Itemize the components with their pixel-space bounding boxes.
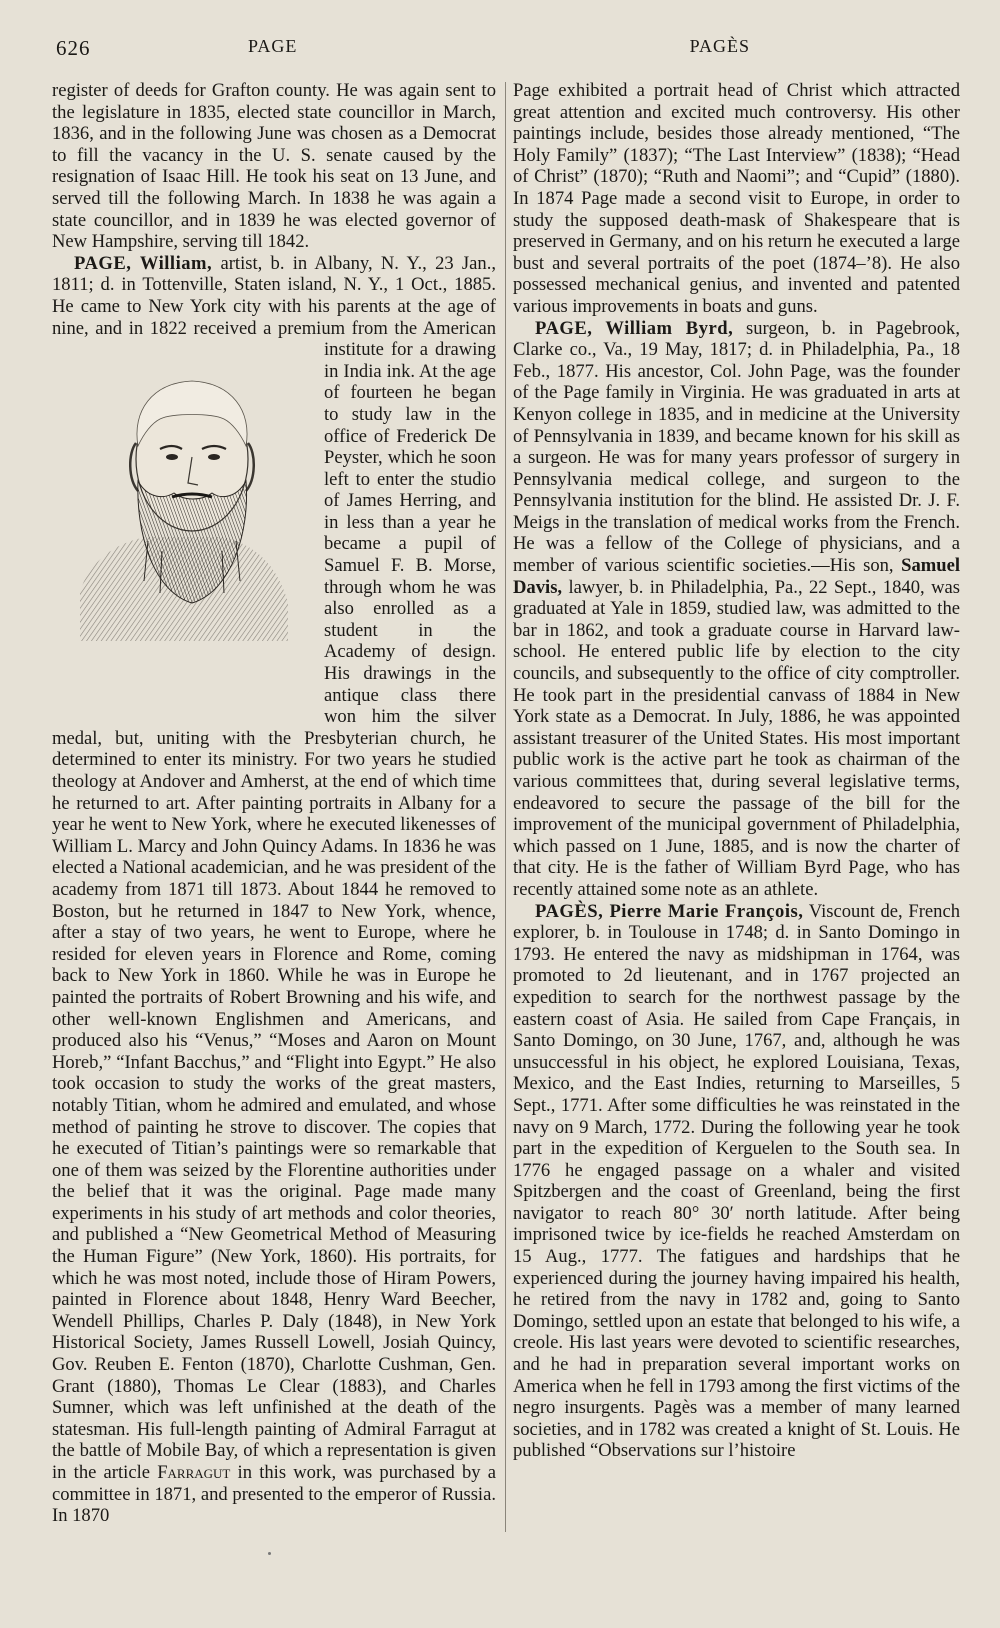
portrait-illustration [52,341,314,713]
left-column [52,80,496,1540]
sub-entry-headword: Samuel Davis, [513,555,960,598]
cross-reference: Farragut [157,1462,231,1483]
entry-headword: PAGÈS, Pierre Marie François, [535,900,804,922]
left-running-headword: PAGE [248,36,298,56]
entry-body-end: in this work, was purchased by a committee in 1871, and presented to the emperor of Russia. In 1870 [52,1462,496,1527]
entry-william-page [52,253,496,1527]
entry-body: premium from the American institute for a drawing in India ink. At the age of fourteen he began to study law in the office of Frederick De Peyster, which he soon left to enter the studio of James Herring, and in less than a year he became a pupil of Samuel F. B. Morse, through whom he was also enrolled as a student in the Academy of design. His drawings in the antique class there won him the silver medal, but, uniting with the Presbyterian church, he determined to enter its ministry. For two years he studied theology at Andover and Amherst, at the end of which time he returned to art. After painting portraits in Albany for a year he went to New York, where he executed likenesses of William L. Marcy and John Quincy Adams. In 1836 he was elected a National academician, and he was president of the academy from 1871 till 1873. About 1844 he removed to Boston, but he returned in 1847 to New York, whence, after a stay of two years, he went to Europe, where he resided for eleven years in Florence and Rome, coming back to New York in 1860. While he was in Europe he painted the portraits of Robert Browning and his wife, and other well-known Englishmen and Americans, and produced also his “Venus,” “Moses and Aaron on Mount Horeb,” “Infant Bacchus,” and “Flight into Egypt.” He also took occasion to study the works of the great masters, notably Titian, whom he admired and emulated, and whose method of painting he strove to discover. The copies that he executed of Titian’s paintings were so remarkable that one of them was seized by the Florentine authorities under the belief that it was the original. Page made many experiments in his study of art methods and color theories, and published a “New Geometrical Method of Measuring the Human Figure” (New York, 1860). His portraits, for which he was most noted, include those of Hiram Powers, painted in Florence about 1848, Henry Ward Beecher, Wendell Phillips, Charles P. Daly (1848), in New York Historical Society, James Russell Lowell, Josiah Quincy, Gov. Reuben E. Fenton (1870), Charlotte Cushman, Gen. Grant (1880), Thomas Le Clear (1883), and Charles Sumner, which was left unfinished at the death of the statesman. His full-length painting of Admiral Farragut at the battle of Mobile Bay, of which a representation is given in the article [52,317,496,1483]
entry-william-byrd-page [513,318,960,901]
portrait-engraving [52,341,314,713]
entry-headword: PAGE, William Byrd, [535,317,734,339]
entry-body: Viscount de, French explorer, b. in Toulouse in 1748; d. in Santo Domingo in 1793. He entered the navy as midshipman in 1764, was promoted to 2d lieutenant, and in 1767 projected an expedition to search for the northwest passage by the eastern coast of Asia. He sailed from Cape Français, in Santo Domingo, on 30 June, 1767, and, although he was unsuccessful in his object, he explored Louisiana, Texas, Mexico, and the East Indies, returning to Marseilles, 5 Sept., 1771. After some difficulties he was reinstated in the navy on 9 March, 1772. During the following year he took part in the expedition of Kerguelen to the South sea. In 1776 he engaged passage on a whaler and visited Spitzbergen and the coast of Greenland, being the first navigator to reach 80° 30′ north latitude. After being imprisoned twice by ice-fields he reached Amsterdam on 15 Aug., 1777. The fatigues and hardships that he experienced during the journey having impaired his health, he retired from the navy in 1782 and, going to Santo Domingo, settled upon an estate that belonged to his wife, a creole. His last years were devoted to scientific researches, and he had in preparation several important works on America when he fell in 1793 among the first victims of the negro insurgents. Pagès was a member of many learned societies, and in 1782 was created a knight of St. Louis. He published “Observations sur l’histoire [513,900,960,1462]
right-running-headword: PAGÈS [689,36,750,56]
running-head [52,30,960,66]
entry-headword: PAGE, William, [74,252,213,274]
page-number: 626 [56,36,91,60]
print-speck [268,1552,271,1555]
paragraph-continued: register of deeds for Grafton county. He was again sent to the legislature in 1835, elected state councillor in March, 1836, and in the following June was chosen as a Democrat to fill the vacancy in the U. S. senate caused by the resignation of Isaac Hill. He took his seat on 13 June, and served till the following March. In 1838 he was again a state councillor, and in 1839 he was elected governor of New Hampshire, serving till 1842. [52,80,496,253]
entry-intro: artist, b. in Albany, N. Y., 23 Jan., 1811; d. in Tottenville, Staten island, N. Y., 1 Oct., 1885. He came to New York city with his parents at the age of nine, and in 1822 received a [52,252,496,339]
entry-pages [513,901,960,1462]
entry-body: surgeon, b. in Pagebrook, Clarke co., Va., 19 May, 1817; d. in Philadelphia, Pa., 18 Feb., 1877. His ancestor, Col. John Page, was the founder of the Page family in Virginia. He was graduated in arts at Kenyon college in 1835, and in medicine at the University of Pennsylvania in 1839, and became known for his skill as a surgeon. He was for many years professor of surgery in Pennsylvania medical college, and surgeon to the Pennsylvania institution for the blind. He assisted Dr. J. F. Meigs in the translation of medical works from the French. He was a fellow of the College of physicians, and a member of various scientific societies.—His son, [513,317,960,577]
sub-entry-body: lawyer, b. in Philadelphia, Pa., 22 Sept., 1840, was graduated at Yale in 1859, studied law, was admitted to the bar in 1862, and took a graduate course in Harvard law-school. He entered public life by election to the city councils, and subsequently to the office of city comptroller. He took part in the presidential canvass of 1884 in New York state as a Democrat. In July, 1886, he was appointed assistant treasurer of the United States. His most important public work is the active part he took as chairman of the various committees that, during several legislative terms, endeavored to secure the passage of the bill for the improvement of the municipal government of Philadelphia, which passed on 1 June, 1885, and is now the charter of that city. He is the father of William Byrd Page, who has recently attained some note as an athlete. [513,576,960,900]
right-column [513,80,960,1540]
paragraph-continued: Page exhibited a portrait head of Christ which attracted great attention and excited much controversy. His other paintings include, besides those already mentioned, “The Holy Family” (1837); “The Last Interview” (1838); “Head of Christ” (1870); “Ruth and Naomi”; and “Cupid” (1880). In 1874 Page made a second visit to Europe, in order to study the supposed death-mask of Shakespeare that is preserved in Germany, and on his return he executed a large bust and several portraits of the poet (1874–’8). He also possessed mechanical genius, and invented and patented various improvements in boats and guns. [513,80,960,317]
text-columns [52,80,960,1540]
